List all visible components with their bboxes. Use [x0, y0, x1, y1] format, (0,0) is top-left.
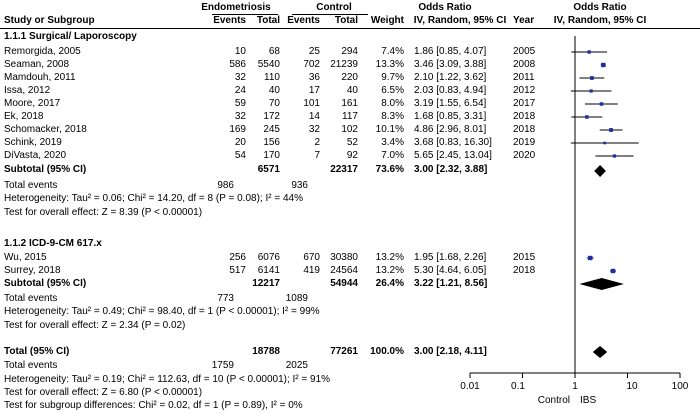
total-total1: 18788: [252, 346, 280, 357]
events1: 517: [229, 265, 246, 276]
total-events2: 1089: [285, 293, 308, 304]
total-events-label: Total events: [4, 360, 58, 371]
overall-effect: Test for overall effect: Z = 2.34 (P = 0.02): [4, 320, 186, 331]
year: 2011: [513, 72, 535, 83]
study-marker: [609, 128, 613, 132]
subgroup-differences: Test for subgroup differences: Chi² = 0.02, df = 1 (P = 0.89), I² = 0%: [4, 400, 303, 411]
total-ci: 3.00 [2.18, 4.11]: [414, 346, 487, 357]
total2: 21239: [330, 59, 358, 70]
events1: 586: [229, 59, 246, 70]
study-marker: [590, 89, 593, 92]
events2: 7: [314, 150, 320, 161]
total2: 24564: [330, 265, 358, 276]
weight: 13.2%: [375, 265, 404, 276]
total1: 68: [268, 46, 280, 57]
weight: 10.1%: [375, 124, 404, 135]
or-ci: 1.95 [1.68, 2.26]: [414, 252, 487, 263]
total2: 294: [341, 46, 358, 57]
events1: 10: [234, 46, 246, 57]
weight: 8.3%: [381, 111, 404, 122]
total1: 172: [263, 111, 280, 122]
study-name: DiVasta, 2020: [4, 150, 67, 161]
year: 2018: [513, 124, 536, 135]
total-heterogeneity: Heterogeneity: Tau² = 0.19; Chi² = 112.63, df = 10 (P < 0.00001); I² = 91%: [4, 374, 331, 385]
weight: 6.5%: [381, 85, 404, 96]
events1: 256: [229, 252, 246, 263]
events1: 169: [229, 124, 246, 135]
study-name: Surrey, 2018: [4, 265, 61, 276]
weight: 7.4%: [381, 46, 404, 57]
events1: 32: [234, 72, 246, 83]
events2: 702: [303, 59, 320, 70]
study-name: Wu, 2015: [4, 252, 47, 263]
events2: 419: [303, 265, 320, 276]
or-ci: 1.86 [0.85, 4.07]: [414, 46, 487, 57]
study-marker: [600, 102, 603, 105]
total2: 161: [341, 98, 358, 109]
subtotal-label: Subtotal (95% CI): [4, 278, 87, 289]
axis-right-label: IBS: [580, 395, 597, 406]
total-events-label: Total events: [4, 293, 58, 304]
total2: 102: [341, 124, 358, 135]
total-events2: 2025: [285, 360, 308, 371]
group2-label: Control: [316, 2, 352, 13]
year: 2012: [513, 85, 536, 96]
year: 2018: [513, 265, 536, 276]
or-ci: 3.19 [1.55, 6.54]: [414, 98, 487, 109]
events2: 17: [308, 85, 320, 96]
total2: 92: [346, 150, 358, 161]
study-name: Remorgida, 2005: [4, 46, 81, 57]
total1: 110: [264, 72, 280, 83]
col-year: Year: [513, 15, 535, 26]
weight: 7.0%: [381, 150, 404, 161]
total1: 6141: [257, 265, 280, 276]
subtotal-total1: 6571: [257, 164, 280, 175]
axis-tick-label: 100: [671, 381, 689, 392]
total-events1: 986: [217, 180, 234, 191]
study-name: Seaman, 2008: [4, 59, 70, 70]
total2: 117: [342, 111, 358, 122]
total-events1: 773: [217, 293, 234, 304]
study-marker: [590, 76, 594, 80]
overall-effect: Test for overall effect: Z = 8.39 (P < 0.00001): [4, 207, 203, 218]
or-ci: 2.10 [1.22, 3.62]: [414, 72, 487, 83]
or-plot-header: Odds Ratio: [573, 2, 627, 13]
subtotal-total2: 54944: [330, 278, 358, 289]
col-study: Study or Subgroup: [4, 15, 95, 26]
total2: 220: [341, 72, 358, 83]
subgroup-title: 1.1.1 Surgical/ Laporoscopy: [4, 31, 137, 42]
or-ci: 1.68 [0.85, 3.31]: [414, 111, 487, 122]
year: 2017: [513, 98, 536, 109]
total1: 70: [268, 98, 280, 109]
or-ci: 5.65 [2.45, 13.04]: [414, 150, 492, 161]
weight: 3.4%: [381, 137, 404, 148]
study-marker: [585, 115, 588, 118]
total1: 6076: [257, 252, 280, 263]
total2: 40: [346, 85, 358, 96]
year: 2008: [513, 59, 536, 70]
total-events-label: Total events: [4, 180, 58, 191]
year: 2005: [513, 46, 536, 57]
total-weight: 100.0%: [370, 346, 404, 357]
subtotal-ci: 3.00 [2.32, 3.88]: [414, 164, 488, 175]
or-ci: 3.68 [0.83, 16.30]: [414, 137, 492, 148]
study-name: Schink, 2019: [4, 137, 62, 148]
group1-label: Endometriosis: [201, 2, 271, 13]
or-ci: 3.46 [3.09, 3.88]: [414, 59, 487, 70]
year: 2018: [513, 111, 536, 122]
axis-tick-label: 0.01: [460, 381, 480, 392]
total-events1: 1759: [211, 360, 234, 371]
col-total1: Total: [256, 15, 280, 26]
col-method: IV, Random, 95% CI: [413, 15, 507, 26]
axis-tick-label: 10: [626, 381, 638, 392]
pooled-diamond: [594, 165, 606, 177]
weight: 9.7%: [381, 72, 404, 83]
events1: 24: [234, 85, 246, 96]
col-total2: Total: [334, 15, 358, 26]
axis-left-label: Control: [537, 395, 570, 406]
subtotal-label: Subtotal (95% CI): [4, 164, 87, 175]
year: 2020: [513, 150, 536, 161]
subgroup-title: 1.1.2 ICD-9-CM 617.x: [4, 238, 102, 249]
study-marker: [588, 256, 592, 260]
col-method-plot: IV, Random, 95% CI: [553, 15, 647, 26]
col-events2: Events: [287, 15, 320, 26]
events2: 32: [308, 124, 320, 135]
col-weight: Weight: [370, 15, 404, 26]
total-events2: 936: [291, 180, 308, 191]
subtotal-ci: 3.22 [1.21, 8.56]: [414, 278, 488, 289]
or-ci: 5.30 [4.64, 6.05]: [414, 265, 487, 276]
total-overall-effect: Test for overall effect: Z = 6.80 (P < 0.00001): [4, 387, 203, 398]
weight: 13.2%: [375, 252, 404, 263]
year: 2019: [513, 137, 536, 148]
weight: 13.3%: [375, 59, 404, 70]
total-label: Total (95% CI): [4, 346, 70, 357]
weight: 8.0%: [381, 98, 404, 109]
events2: 2: [314, 137, 320, 148]
events2: 670: [303, 252, 320, 263]
events2: 36: [308, 72, 320, 83]
axis-tick-label: 1: [572, 381, 578, 392]
total1: 40: [268, 85, 280, 96]
total2: 52: [346, 137, 358, 148]
study-marker: [611, 269, 615, 273]
pooled-diamond: [579, 278, 624, 290]
events2: 25: [308, 46, 320, 57]
study-name: Moore, 2017: [4, 98, 61, 109]
events2: 14: [308, 111, 320, 122]
or-text-header: Odds Ratio: [418, 2, 472, 13]
events1: 20: [234, 137, 246, 148]
events2: 101: [303, 98, 320, 109]
heterogeneity: Heterogeneity: Tau² = 0.06; Chi² = 14.20, df = 8 (P = 0.08); I² = 44%: [4, 193, 303, 204]
col-events1: Events: [213, 15, 246, 26]
axis-tick-label: 0.1: [511, 381, 525, 392]
events1: 59: [234, 98, 246, 109]
subtotal-total2: 22317: [330, 164, 358, 175]
study-marker: [587, 50, 590, 53]
pooled-diamond: [593, 346, 607, 358]
study-name: Schomacker, 2018: [4, 124, 87, 135]
or-ci: 4.86 [2.96, 8.01]: [414, 124, 487, 135]
total1: 5540: [257, 59, 280, 70]
subtotal-total1: 12217: [252, 278, 280, 289]
study-marker: [613, 154, 616, 157]
study-name: Issa, 2012: [4, 85, 51, 96]
total1: 170: [263, 150, 280, 161]
events1: 54: [234, 150, 246, 161]
subtotal-weight: 26.4%: [375, 278, 404, 289]
events1: 32: [234, 111, 246, 122]
year: 2015: [513, 252, 536, 263]
total-total2: 77261: [330, 346, 358, 357]
total2: 30380: [330, 252, 358, 263]
total1: 156: [263, 137, 280, 148]
subtotal-weight: 73.6%: [375, 164, 404, 175]
study-name: Ek, 2018: [4, 111, 44, 122]
heterogeneity: Heterogeneity: Tau² = 0.49; Chi² = 98.40, df = 1 (P < 0.00001); I² = 99%: [4, 306, 320, 317]
or-ci: 2.03 [0.83, 4.94]: [414, 85, 487, 96]
study-name: Mamdouh, 2011: [4, 72, 76, 83]
study-marker: [603, 142, 606, 145]
total1: 245: [263, 124, 280, 135]
study-marker: [601, 63, 605, 67]
